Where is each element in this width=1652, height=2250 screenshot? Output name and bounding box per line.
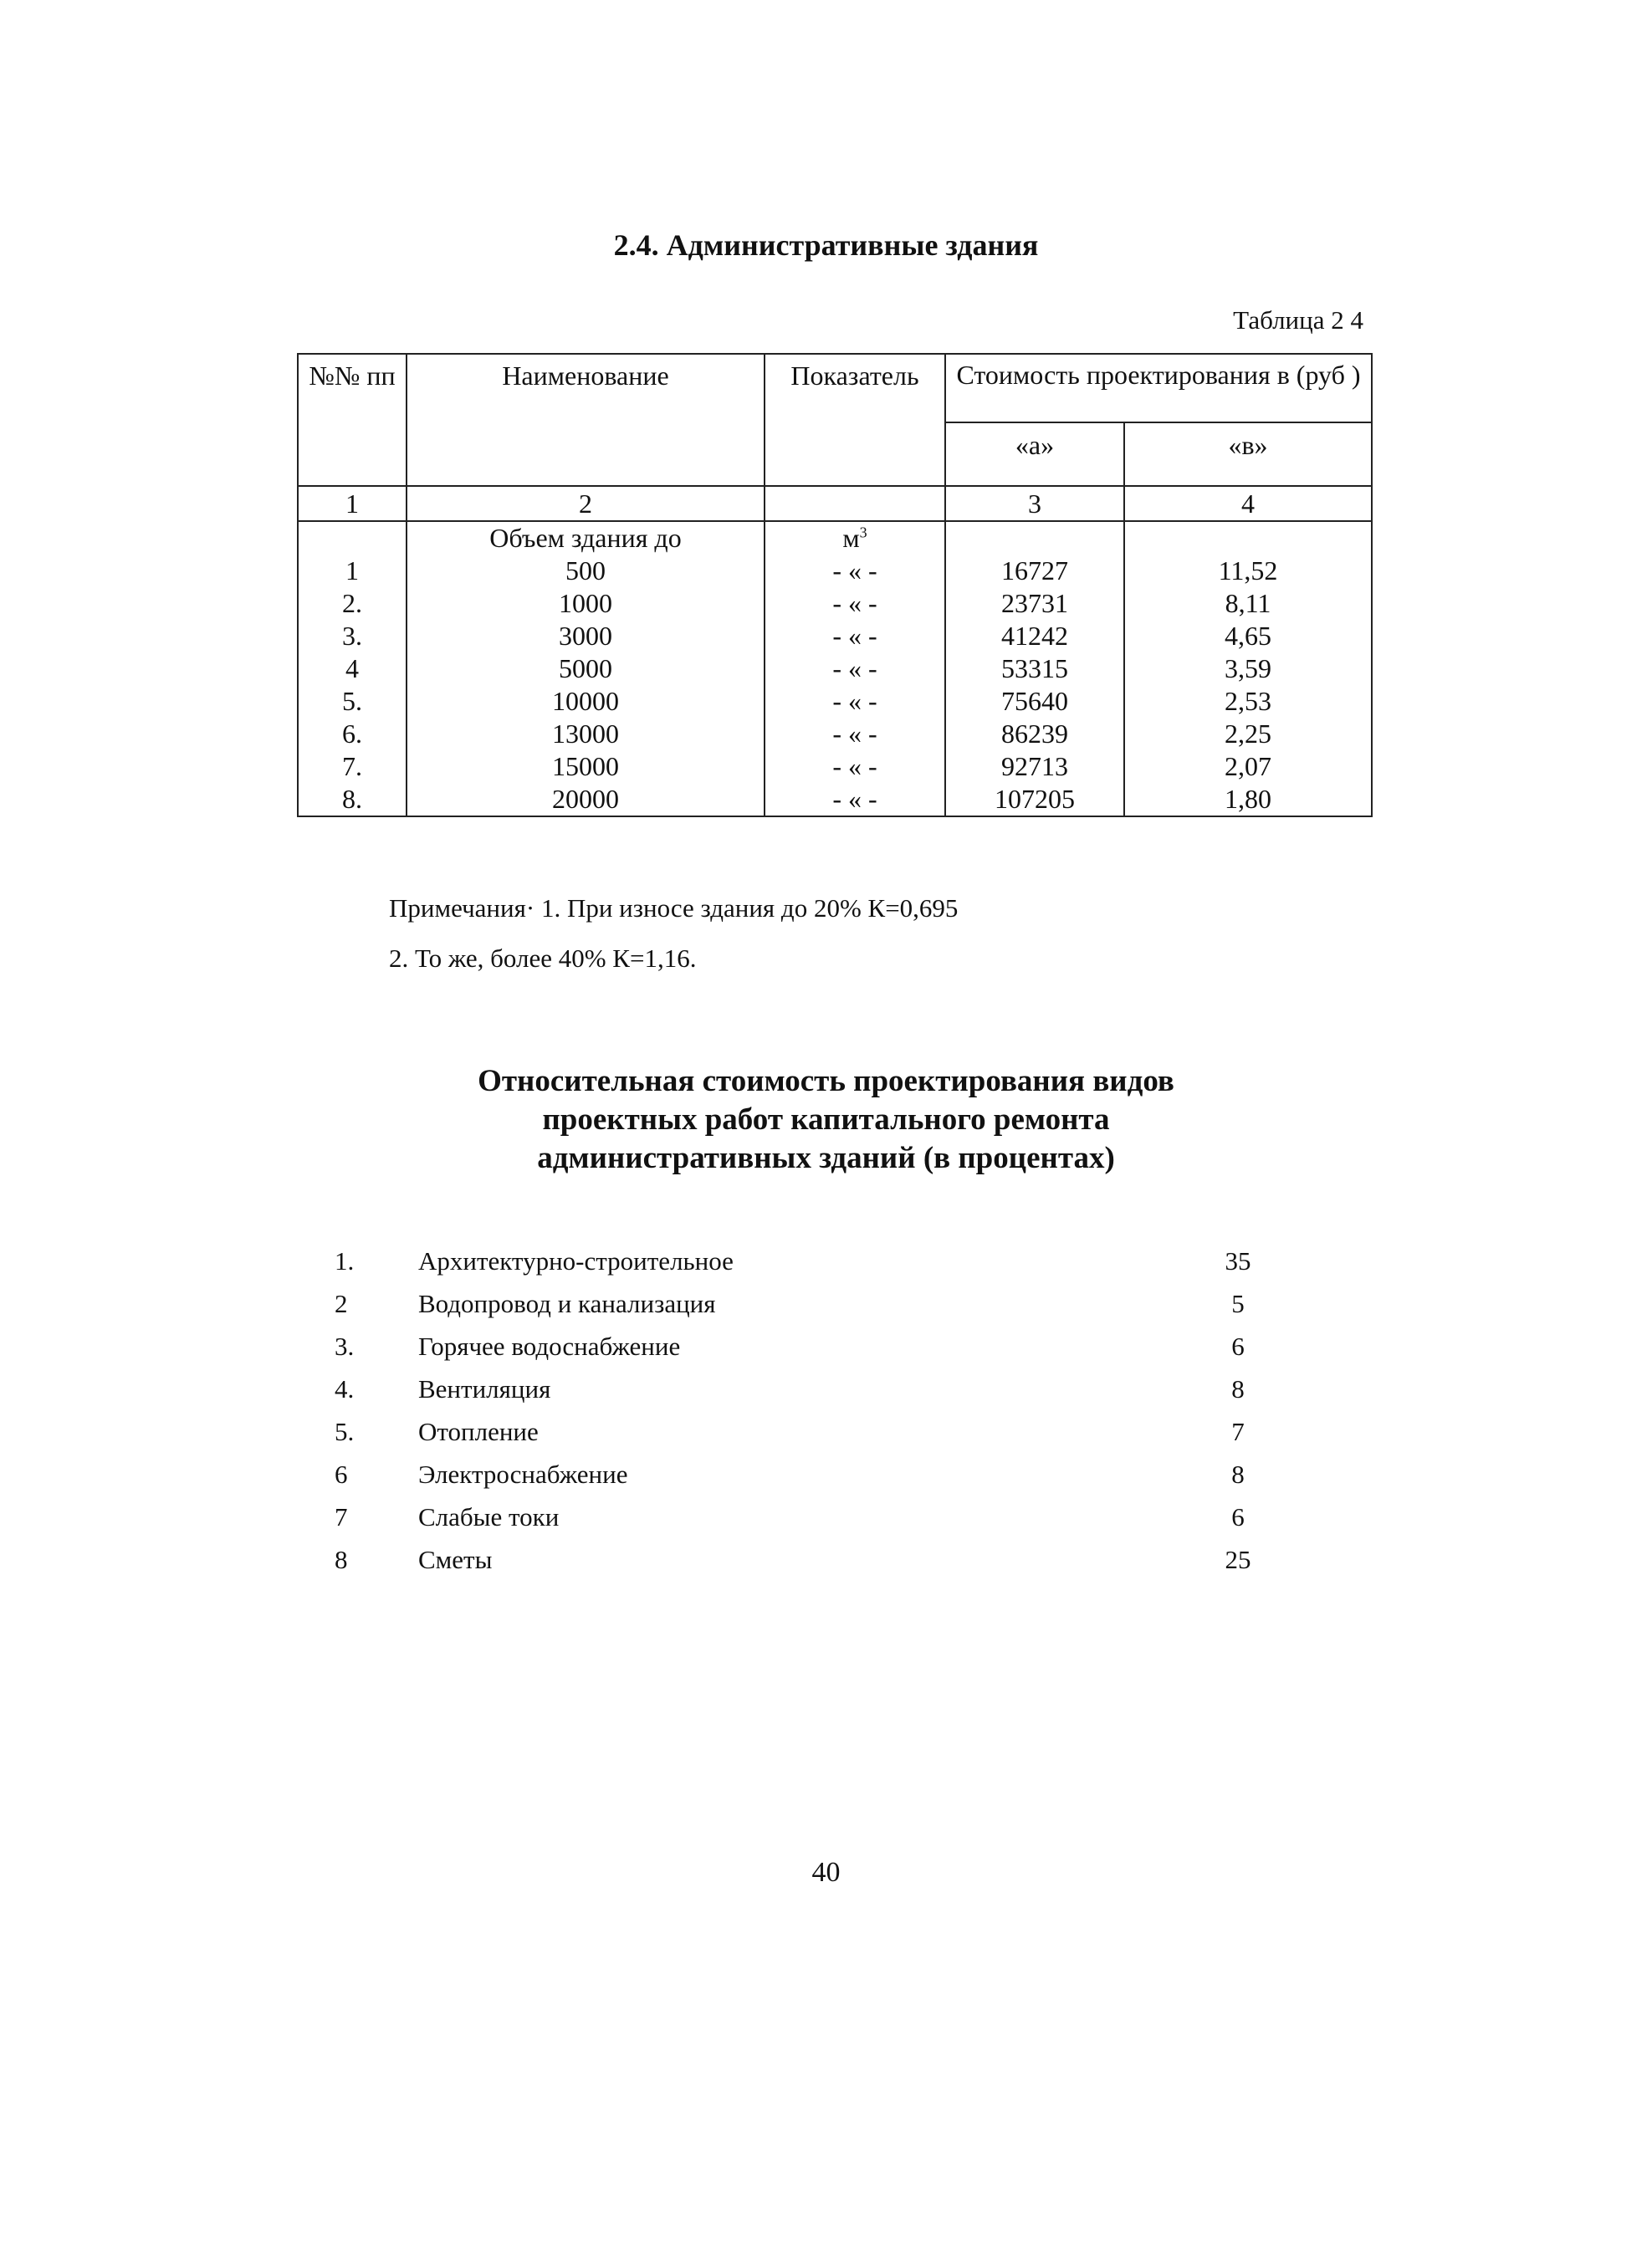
table-row [298, 555, 1372, 587]
unit-superscript: 3 [859, 524, 867, 541]
cell-b: 4,65 [1124, 620, 1372, 652]
cell-num [298, 521, 407, 555]
unit-text: м [842, 523, 860, 553]
list-item-value: 6 [1231, 1332, 1245, 1361]
cell-b: 1,80 [1124, 783, 1372, 816]
note-line-2: 2. То же, более 40% К=1,16. [389, 943, 697, 973]
header-name: Наименование [407, 354, 765, 486]
cell-num: 5. [298, 685, 407, 718]
column-number: 4 [1124, 486, 1372, 521]
cell-indicator: - « - [765, 685, 945, 718]
cell-a: 41242 [945, 620, 1124, 652]
list-item-value: 8 [1231, 1374, 1245, 1404]
table-row [298, 685, 1372, 718]
table-row [298, 587, 1372, 620]
cell-num: 3. [298, 620, 407, 652]
header-b: «в» [1124, 422, 1372, 486]
relative-cost-list [335, 1246, 1271, 1588]
cell-b: 2,53 [1124, 685, 1372, 718]
cell-num: 6. [298, 718, 407, 750]
column-numbers-row [298, 486, 1372, 521]
list-item [335, 1545, 1271, 1588]
list-item [335, 1289, 1271, 1332]
column-number: 3 [945, 486, 1124, 521]
header-a: «а» [945, 422, 1124, 486]
cell-b: 11,52 [1124, 555, 1372, 587]
cell-a: 16727 [945, 555, 1124, 587]
cell-num: 4 [298, 652, 407, 685]
cell-name: 500 [407, 555, 765, 587]
header-indicator: Показатель [765, 354, 945, 486]
cell-num: 8. [298, 783, 407, 816]
list-item-label: Электроснабжение [418, 1460, 628, 1489]
cell-name: 3000 [407, 620, 765, 652]
title-line: Относительная стоимость проектирования видов [478, 1064, 1174, 1098]
header-num: №№ пп [298, 354, 407, 486]
cell-indicator [765, 521, 945, 555]
cell-a: 92713 [945, 750, 1124, 783]
cell-name: 13000 [407, 718, 765, 750]
cell-indicator: - « - [765, 783, 945, 816]
column-number: 1 [298, 486, 407, 521]
cell-indicator: - « - [765, 718, 945, 750]
cell-a: 23731 [945, 587, 1124, 620]
column-number [765, 486, 945, 521]
list-item-label: Сметы [418, 1545, 493, 1574]
cell-b: 3,59 [1124, 652, 1372, 685]
list-item-value: 5 [1231, 1289, 1245, 1318]
table-row [298, 652, 1372, 685]
list-item [335, 1417, 1271, 1460]
cell-name: 10000 [407, 685, 765, 718]
relative-cost-title [0, 1062, 1652, 1178]
list-item-label: Водопровод и канализация [418, 1289, 716, 1318]
header-cost: Стоимость проектирования в (руб ) [945, 354, 1372, 422]
cell-indicator: - « - [765, 587, 945, 620]
list-item [335, 1374, 1271, 1417]
cell-a [945, 521, 1124, 555]
list-item-value: 6 [1231, 1502, 1245, 1532]
cell-indicator: - « - [765, 652, 945, 685]
list-item [335, 1502, 1271, 1545]
table-row [298, 620, 1372, 652]
note-line-1: Примечания· 1. При износе здания до 20% К=0,695 [389, 893, 959, 923]
list-item-number: 6 [335, 1460, 348, 1489]
cell-b [1124, 521, 1372, 555]
cell-b: 2,07 [1124, 750, 1372, 783]
title-line: административных зданий (в процентах) [537, 1141, 1115, 1175]
cost-table [297, 353, 1373, 817]
cell-num: 2. [298, 587, 407, 620]
cell-indicator: - « - [765, 750, 945, 783]
list-item-number: 3. [335, 1332, 355, 1361]
cell-indicator: - « - [765, 555, 945, 587]
cell-b: 8,11 [1124, 587, 1372, 620]
table-row [298, 718, 1372, 750]
cell-name: 5000 [407, 652, 765, 685]
list-item-label: Вентиляция [418, 1374, 551, 1404]
list-item-label: Слабые токи [418, 1502, 560, 1532]
cell-a: 107205 [945, 783, 1124, 816]
title-line: проектных работ капитального ремонта [542, 1102, 1110, 1137]
cell-num: 1 [298, 555, 407, 587]
list-item [335, 1460, 1271, 1502]
list-item-number: 5. [335, 1417, 355, 1446]
list-item [335, 1246, 1271, 1289]
page-number: 40 [811, 1857, 841, 1888]
cell-indicator: - « - [765, 620, 945, 652]
cell-name: Объем здания до [407, 521, 765, 555]
cell-a: 75640 [945, 685, 1124, 718]
list-item-label: Архитектурно-строительное [418, 1246, 734, 1276]
table-intro-row [298, 521, 1372, 555]
cell-name: 1000 [407, 587, 765, 620]
list-item-value: 7 [1231, 1417, 1245, 1446]
column-number: 2 [407, 486, 765, 521]
table-label: Таблица 2 4 [1233, 305, 1363, 335]
list-item-value: 8 [1231, 1460, 1245, 1489]
list-item-label: Отопление [418, 1417, 539, 1446]
cell-name: 20000 [407, 783, 765, 816]
list-item-number: 2 [335, 1289, 348, 1318]
list-item-label: Горячее водоснабжение [418, 1332, 681, 1361]
cell-a: 53315 [945, 652, 1124, 685]
list-item-value: 35 [1225, 1246, 1251, 1276]
table-row [298, 783, 1372, 816]
list-item-number: 1. [335, 1246, 355, 1276]
list-item-number: 4. [335, 1374, 355, 1404]
cell-b: 2,25 [1124, 718, 1372, 750]
list-item-number: 8 [335, 1545, 348, 1574]
table-row [298, 750, 1372, 783]
list-item [335, 1332, 1271, 1374]
section-title: 2.4. Административные здания [613, 228, 1039, 262]
list-item-value: 25 [1225, 1545, 1251, 1574]
cell-a: 86239 [945, 718, 1124, 750]
list-item-number: 7 [335, 1502, 348, 1532]
cell-num: 7. [298, 750, 407, 783]
cell-name: 15000 [407, 750, 765, 783]
